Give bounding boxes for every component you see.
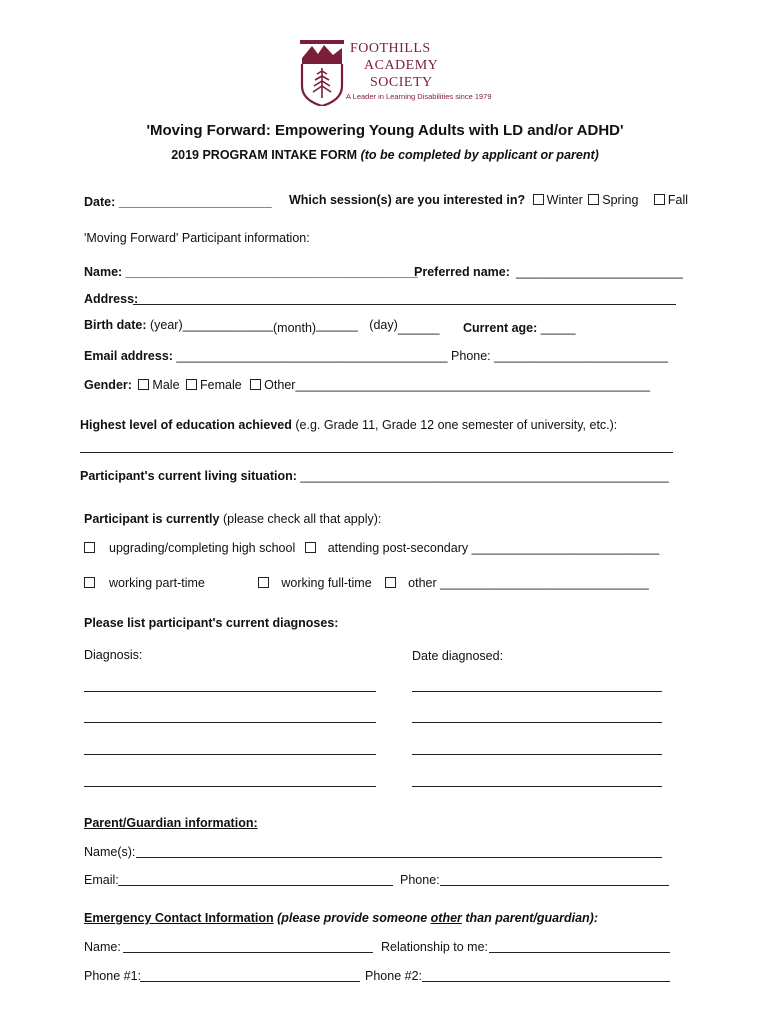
page-title: 'Moving Forward: Empowering Young Adults with LD and/or ADHD'	[146, 122, 624, 139]
birth-month-field[interactable]: ______	[316, 318, 358, 332]
living-field[interactable]: _____________________________________________________	[300, 469, 669, 483]
emergency-note-post: than parent/guardian):	[461, 911, 599, 925]
current-age-field[interactable]: _____	[540, 321, 576, 335]
date-diagnosed-field[interactable]	[412, 754, 662, 755]
address-label: Address:	[84, 292, 139, 306]
emergency-name-field[interactable]	[123, 952, 373, 953]
diagnosis-field[interactable]	[84, 722, 376, 723]
email-label: Email address:	[84, 349, 173, 363]
name-field[interactable]: Name: __________________________________________	[84, 265, 418, 279]
phone2-field[interactable]	[422, 981, 670, 982]
birth-date-label: Birth date:	[84, 318, 147, 332]
birth-date-row	[84, 317, 576, 333]
phone1-label: Phone #1:	[84, 969, 141, 983]
logo-line-3: SOCIETY	[370, 75, 433, 90]
phone-field[interactable]: _________________________	[494, 349, 668, 363]
parent-email-label: Email:	[84, 873, 119, 887]
diagnoses-heading: Please list participant's current diagnoses:	[84, 616, 339, 630]
relationship-label: Relationship to me:	[381, 940, 489, 954]
post-secondary-label: attending post-secondary	[327, 541, 469, 555]
form-subtitle	[0, 148, 770, 162]
full-time-checkbox[interactable]	[258, 577, 269, 588]
diagnosis-field[interactable]	[84, 754, 376, 755]
parent-names-label: Name(s):	[84, 845, 136, 859]
emergency-note	[277, 911, 598, 925]
post-secondary-field[interactable]: ___________________________	[471, 541, 660, 555]
email-field[interactable]: _______________________________________	[176, 349, 448, 363]
preferred-name-label: Preferred name:	[414, 265, 510, 279]
current-age-label: Current age:	[462, 321, 538, 335]
gender-label: Gender:	[84, 378, 132, 392]
date-diagnosed-field[interactable]	[412, 691, 662, 692]
preferred-name-field[interactable]: ________________________	[516, 265, 683, 279]
birth-day-field[interactable]: ______	[397, 321, 440, 335]
session-row	[289, 192, 688, 208]
phone-label: Phone:	[451, 349, 491, 363]
currently-row	[84, 511, 381, 527]
relationship-field[interactable]	[489, 952, 670, 953]
male-checkbox[interactable]	[138, 379, 149, 390]
date-field[interactable]: Date: ______________________	[84, 195, 272, 209]
currently-hint: (please check all that apply):	[222, 512, 382, 526]
gender-other-field[interactable]: ___________________________________________________	[295, 378, 650, 392]
parent-email-field[interactable]	[118, 885, 393, 886]
spring-checkbox[interactable]	[588, 194, 599, 205]
parent-names-field[interactable]	[136, 857, 662, 858]
fall-checkbox[interactable]	[654, 194, 665, 205]
diagnosis-field[interactable]	[84, 786, 376, 787]
female-label: Female	[200, 378, 242, 392]
birth-day-label: (day)	[369, 318, 398, 332]
birth-year-field[interactable]: _____________	[182, 318, 274, 332]
living-label: Participant's current living situation:	[80, 469, 297, 483]
fall-label: Fall	[667, 193, 689, 207]
full-time-label: working full-time	[281, 576, 372, 590]
upgrading-label: upgrading/completing high school	[109, 541, 296, 555]
diagnosis-field[interactable]	[84, 691, 376, 692]
winter-checkbox[interactable]	[533, 194, 544, 205]
education-field[interactable]	[80, 452, 673, 453]
emergency-note-pre: (please provide someone	[277, 911, 431, 925]
phone2-label: Phone #2:	[365, 969, 422, 983]
emergency-heading-row	[84, 910, 598, 926]
emergency-heading: Emergency Contact Information	[84, 911, 274, 925]
date-diagnosed-field[interactable]	[412, 786, 662, 787]
subtitle-main: 2019 PROGRAM INTAKE FORM	[171, 148, 358, 162]
living-row	[80, 468, 669, 484]
other-work-checkbox[interactable]	[385, 577, 396, 588]
parent-phone-field[interactable]	[440, 885, 669, 886]
birth-year-label: (year)	[149, 318, 183, 332]
female-checkbox[interactable]	[186, 379, 197, 390]
other-label: Other	[264, 378, 296, 392]
subtitle-note: (to be completed by applicant or parent)	[360, 148, 599, 162]
part-time-label: working part-time	[109, 576, 205, 590]
parent-heading: Parent/Guardian information:	[84, 816, 258, 830]
emergency-name-label: Name:	[84, 940, 121, 954]
education-label: Highest level of education achieved	[80, 418, 292, 432]
winter-label: Winter	[546, 193, 583, 207]
logo-line-1: FOOTHILLS	[350, 41, 431, 56]
participant-heading: 'Moving Forward' Participant information:	[84, 231, 310, 245]
parent-phone-label: Phone:	[400, 873, 440, 887]
education-row	[80, 417, 617, 433]
logo-crest-icon	[300, 40, 344, 106]
date-diagnosed-field[interactable]	[412, 722, 662, 723]
birth-month-label: (month)	[273, 321, 317, 335]
emergency-note-other: other	[430, 911, 462, 925]
male-label: Male	[152, 378, 180, 392]
upgrading-checkbox[interactable]	[84, 542, 95, 553]
spring-label: Spring	[602, 193, 639, 207]
session-label: Which session(s) are you interested in?	[289, 193, 526, 207]
logo-line-2: ACADEMY	[364, 58, 439, 73]
currently-options-row-2	[84, 575, 649, 591]
other-work-label: other	[408, 576, 437, 590]
phone1-field[interactable]	[140, 981, 360, 982]
currently-options-row-1	[84, 540, 659, 556]
logo-tagline: A Leader in Learning Disabilities since 1979	[346, 92, 492, 101]
diagnosis-column-label: Diagnosis:	[84, 648, 143, 662]
currently-label: Participant is currently	[84, 512, 220, 526]
other-checkbox[interactable]	[250, 379, 261, 390]
date-diagnosed-column-label: Date diagnosed:	[412, 649, 504, 663]
email-row	[84, 348, 668, 364]
logo	[300, 40, 500, 106]
gender-row	[84, 377, 650, 393]
education-hint: (e.g. Grade 11, Grade 12 one semester of university, etc.):	[295, 418, 618, 432]
post-secondary-checkbox[interactable]	[305, 542, 316, 553]
part-time-checkbox[interactable]	[84, 577, 95, 588]
address-field[interactable]	[133, 304, 676, 305]
other-work-field[interactable]: ______________________________	[440, 576, 649, 590]
